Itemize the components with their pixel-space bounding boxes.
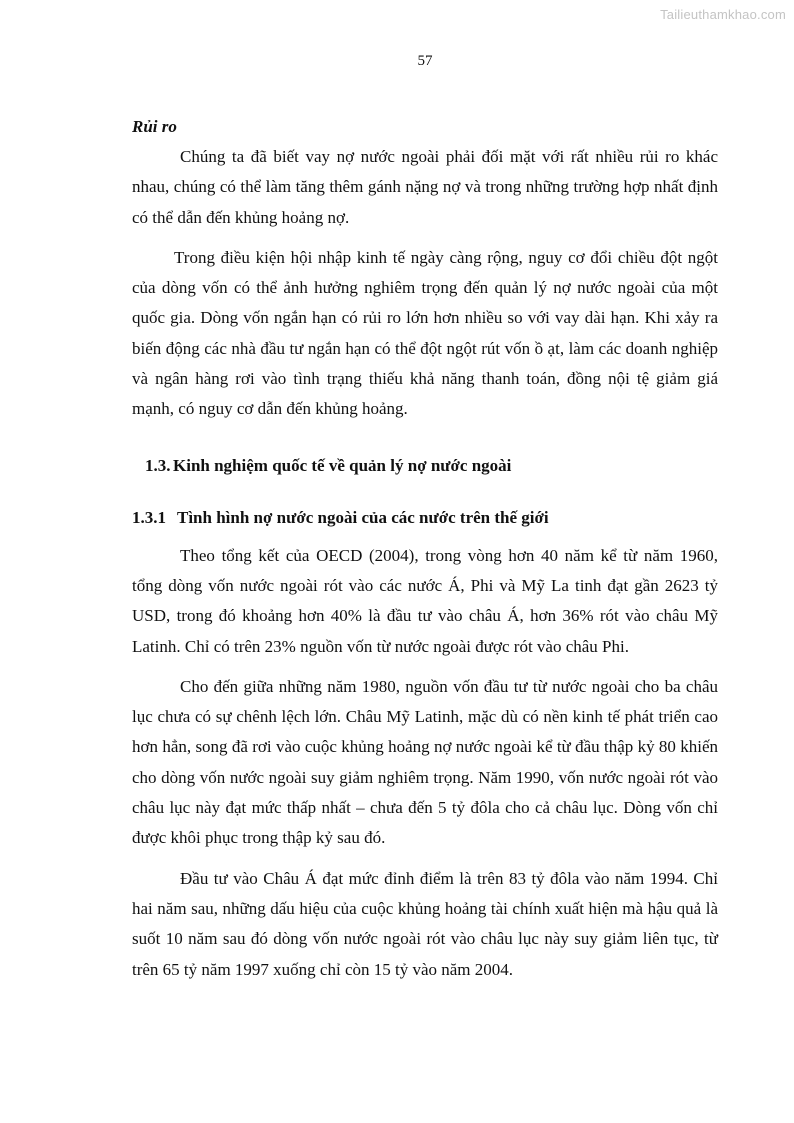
risk-heading: Rủi ro	[132, 117, 177, 136]
section-heading-1-3	[145, 451, 718, 481]
subsection-heading-1-3-1	[132, 503, 718, 533]
page-number: 57	[417, 53, 433, 69]
subsection-number: 1.3.1	[132, 507, 166, 527]
subsection-paragraph-3: Đầu tư vào Châu Á đạt mức đỉnh điểm là trên 83 tỷ đôla vào năm 1994. Chỉ hai năm sau, những dấu hiệu của cuộc khủng hoảng tài chính xuất hiện mà hậu quả là suốt 10 năm sau đó dòng vốn nước ngoài rót vào châu lục này suy giảm liên tục, từ trên 65 tỷ năm 1997 xuống chỉ còn 15 tỷ vào năm 2004.	[132, 868, 718, 979]
subsection-title: Tình hình nợ nước ngoài của các nước trên thế giới	[177, 507, 549, 527]
risk-paragraph-2: Trong điều kiện hội nhập kinh tế ngày càng rộng, nguy cơ đổi chiều đột ngột của dòng vốn có thể ảnh hưởng nghiêm trọng đến quản lý nợ nước ngoài của một quốc gia. Dòng vốn ngắn hạn có rủi ro lớn hơn nhiều so với vay dài hạn. Khi xảy ra biến động các nhà đầu tư ngắn hạn có thể đột ngột rút vốn ồ ạt, làm các doanh nghiệp và ngân hàng rơi vào tình trạng thiếu khả năng thanh toán, đồng nội tệ giảm giá mạnh, có nguy cơ dẫn đến khủng hoảng.	[132, 247, 718, 419]
subsection-paragraph-2: Cho đến giữa những năm 1980, nguồn vốn đầu tư từ nước ngoài cho ba châu lục chưa có sự chênh lệch lớn. Châu Mỹ Latinh, mặc dù có nền kinh tế phát triển cao hơn hẳn, song đã rơi vào cuộc khủng hoảng nợ nước ngoài kể từ đầu thập kỷ 80 khiến cho dòng vốn nước ngoài suy giảm nghiêm trọng. Năm 1990, vốn nước ngoài rót vào châu lục này đạt mức thấp nhất – chưa đến 5 tỷ đôla cho cả châu lục. Dòng vốn chỉ được khôi phục trong thập kỷ sau đó.	[132, 676, 718, 848]
risk-paragraph-1: Chúng ta đã biết vay nợ nước ngoài phải đối mặt với rất nhiều rủi ro khác nhau, chúng có thể làm tăng thêm gánh nặng nợ và trong những trường hợp nhất định có thể dẫn đến khủng hoảng nợ.	[132, 147, 718, 227]
subsection-paragraph-1: Theo tổng kết của OECD (2004), trong vòng hơn 40 năm kể từ năm 1960, tổng dòng vốn nước ngoài rót vào các nước Á, Phi và Mỹ La tinh đạt gần 2623 tỷ USD, trong đó khoảng hơn 40% là đầu tư vào châu Á, hơn 36% rót vào châu Mỹ Latinh. Chỉ có trên 23% nguồn vốn từ nước ngoài được rót vào châu Phi.	[132, 545, 718, 656]
watermark: Tailieuthamkhao.com	[660, 7, 786, 22]
page-body	[132, 112, 718, 985]
section-number: 1.3.	[145, 455, 171, 475]
section-title: Kinh nghiệm quốc tế về quản lý nợ nước ngoài	[173, 455, 512, 475]
